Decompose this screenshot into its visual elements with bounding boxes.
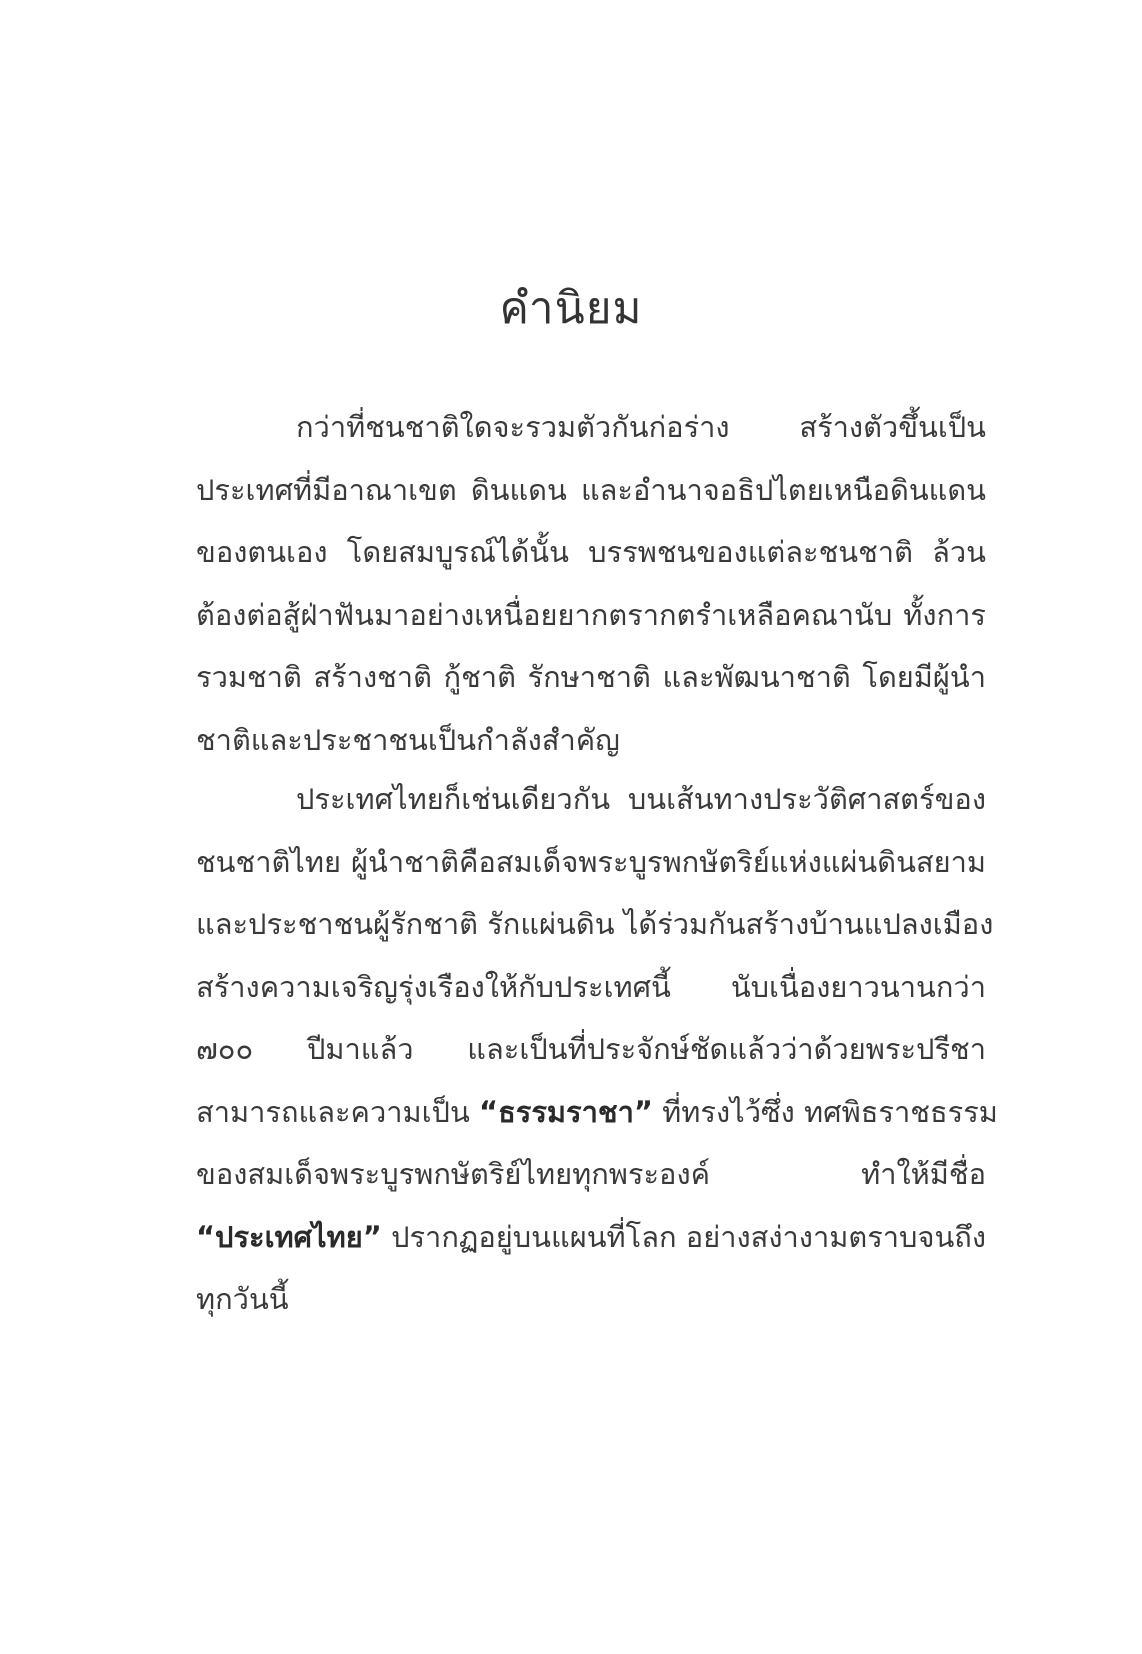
paragraph-1-line: รวมชาติ สร้างชาติ กู้ชาติ รักษาชาติ และพัฒนาชาติ โดยมีผู้นำ <box>196 660 986 694</box>
paragraph-1-line: ต้องต่อสู้ฝ่าฟันมาอย่างเหนื่อยยากตรากตรำเหลือคณานับ ทั้งการ <box>196 597 986 632</box>
paragraph-2-line: ๗๐๐ ปีมาแล้ว และเป็นที่ประจักษ์ชัดแล้วว่าด้วยพระปรีชา <box>196 1032 986 1066</box>
paragraph-2-line <box>196 1081 998 1144</box>
paragraph-1-line: กว่าที่ชนชาติใดจะรวมตัวกันก่อร่าง สร้างตัวขึ้นเป็น <box>296 410 986 444</box>
text-segment: ปรากฏอยู่บนแผนที่โลก อย่างสง่างามตราบจนถึง <box>381 1219 986 1254</box>
text-segment: ที่ทรงไว้ซึ่ง ทศพิธราชธรรม <box>652 1094 998 1129</box>
page-title: คำนิยม <box>499 283 643 335</box>
paragraph-2-line: ทุกวันนี้ <box>196 1282 289 1316</box>
text-segment: สามารถและความเป็น <box>196 1094 480 1129</box>
paragraph-2-line: ประเทศไทยก็เช่นเดียวกัน บนเส้นทางประวัติศาสตร์ของ <box>296 782 986 816</box>
paragraph-1-line: ของตนเอง โดยสมบูรณ์ได้นั้น บรรพชนของแต่ละชนชาติ ล้วน <box>196 535 986 569</box>
paragraph-2-line: สร้างความเจริญรุ่งเรืองให้กับประเทศนี้ นับเนื่องยาวนานกว่า <box>196 969 986 1004</box>
paragraph-1-line: ประเทศที่มีอาณาเขต ดินแดน และอำนาจอธิปไตยเหนือดินแดน <box>196 472 986 507</box>
paragraph-2-line <box>196 1206 986 1269</box>
paragraph-1-line: ชาติและประชาชนเป็นกำลังสำคัญ <box>196 722 620 757</box>
bold-term-dhammaraja: “ธรรมราชา” <box>479 1094 653 1129</box>
paragraph-2 <box>196 768 998 1331</box>
paragraph-1 <box>196 396 986 771</box>
paragraph-2-line: ของสมเด็จพระบูรพกษัตริย์ไทยทุกพระองค์ ทำให้มีชื่อ <box>196 1157 986 1191</box>
bold-term-thailand: “ประเทศไทย” <box>196 1219 382 1254</box>
paragraph-2-line: และประชาชนผู้รักชาติ รักแผ่นดิน ได้ร่วมกันสร้างบ้านแปลงเมือง <box>196 907 994 941</box>
paragraph-2-line: ชนชาติไทย ผู้นำชาติคือสมเด็จพระบูรพกษัตริย์แห่งแผ่นดินสยาม <box>196 844 986 879</box>
